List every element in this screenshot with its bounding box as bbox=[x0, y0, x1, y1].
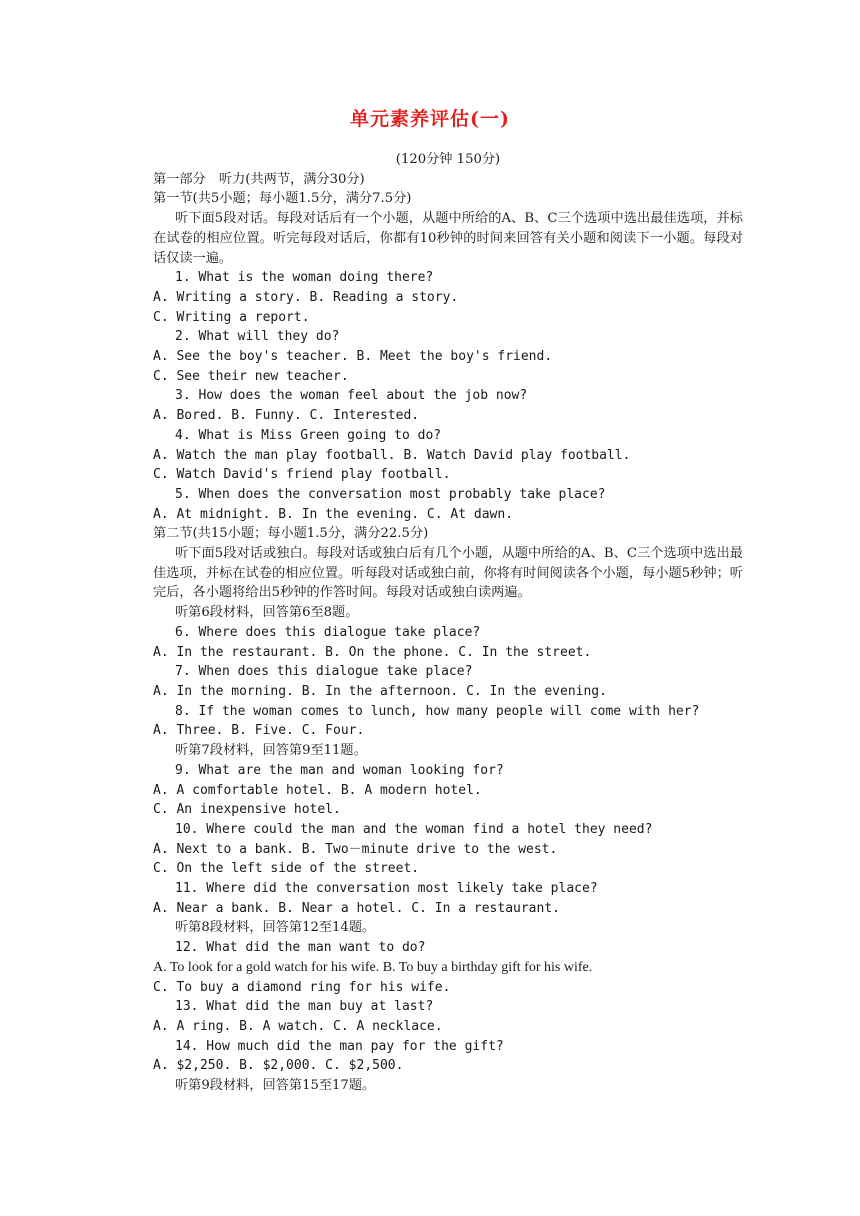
section2-instructions: 听下面5段对话或独白。每段对话或独白后有几个小题，从题中所给的A、B、C三个选项中选出最佳选项，并标在试卷的相应位置。听每段对话或独白前，你将有时间阅读各个小题，每小题5秒钟；听完后，各小题将给出5秒钟的作答时间。每段对话或独白读两遍。 bbox=[153, 546, 743, 601]
question-11-options: A. Near a bank. B. Near a hotel. C. In a restaurant. bbox=[153, 900, 560, 916]
question-2: 2. What will they do? bbox=[175, 329, 340, 345]
question-9: 9. What are the man and woman looking for? bbox=[175, 762, 504, 778]
question-10-options-ab: A. Next to a bank. B. Two－minute drive to the west. bbox=[153, 841, 558, 857]
question-2-option-c: C. See their new teacher. bbox=[153, 368, 349, 384]
part1-heading: 第一部分 听力(共两节，满分30分) bbox=[153, 171, 365, 187]
question-5: 5. When does the conversation most probably take place? bbox=[175, 486, 606, 502]
question-6-options: A. In the restaurant. B. On the phone. C. In the street. bbox=[153, 644, 592, 660]
page-title: 单元素养评估(一) bbox=[350, 108, 510, 130]
question-1: 1. What is the woman doing there? bbox=[175, 270, 434, 286]
material-9-heading: 听第9段材料，回答第15至17题。 bbox=[175, 1078, 376, 1094]
question-12-option-c: C. To buy a diamond ring for his wife. bbox=[153, 979, 451, 995]
question-4-option-c: C. Watch David's friend play football. bbox=[153, 467, 451, 483]
question-6: 6. Where does this dialogue take place? bbox=[175, 624, 481, 640]
material-6-heading: 听第6段材料，回答第6至8题。 bbox=[175, 605, 359, 621]
section1-instructions: 听下面5段对话。每段对话后有一个小题，从题中所给的A、B、C三个选项中选出最佳选项，并标在试卷的相应位置。听完每段对话后，你都有10秒钟的时间来回答有关小题和阅读下一小题。每段对话仅读一遍。 bbox=[153, 211, 743, 266]
question-13-options: A. A ring. B. A watch. C. A necklace. bbox=[153, 1018, 443, 1034]
question-3-options: A. Bored. B. Funny. C. Interested. bbox=[153, 408, 420, 424]
section2-heading: 第二节(共15小题；每小题1.5分，满分22.5分) bbox=[153, 526, 429, 542]
question-4: 4. What is Miss Green going to do? bbox=[175, 427, 442, 443]
question-11: 11. Where did the conversation most likely take place? bbox=[175, 881, 598, 897]
question-13: 13. What did the man buy at last? bbox=[175, 999, 434, 1015]
document-body bbox=[153, 150, 743, 1096]
question-1-option-c: C. Writing a report. bbox=[153, 309, 310, 325]
question-7-options: A. In the morning. B. In the afternoon. C. In the evening. bbox=[153, 683, 607, 699]
question-5-options: A. At midnight. B. In the evening. C. At dawn. bbox=[153, 506, 514, 522]
question-3: 3. How does the woman feel about the job now? bbox=[175, 388, 528, 404]
question-12: 12. What did the man want to do? bbox=[175, 940, 426, 956]
question-14-options: A. $2,250. B. $2,000. C. $2,500. bbox=[153, 1058, 404, 1074]
material-7-heading: 听第7段材料，回答第9至11题。 bbox=[175, 743, 367, 759]
question-9-options-ab: A. A comfortable hotel. B. A modern hotel. bbox=[153, 782, 482, 798]
question-9-option-c: C. An inexpensive hotel. bbox=[153, 802, 341, 818]
time-score: (120分钟 150分) bbox=[395, 152, 501, 167]
question-10-option-c: C. On the left side of the street. bbox=[153, 861, 420, 877]
question-2-options-ab: A. See the boy's teacher. B. Meet the boy's friend. bbox=[153, 349, 553, 365]
question-7: 7. When does this dialogue take place? bbox=[175, 664, 473, 680]
section1-heading: 第一节(共5小题；每小题1.5分，满分7.5分) bbox=[153, 191, 412, 207]
material-8-heading: 听第8段材料，回答第12至14题。 bbox=[175, 920, 376, 936]
question-10: 10. Where could the man and the woman find a hotel they need? bbox=[175, 821, 653, 837]
question-8-options: A. Three. B. Five. C. Four. bbox=[153, 723, 365, 739]
question-4-options-ab: A. Watch the man play football. B. Watch David play football. bbox=[153, 447, 631, 463]
question-12-options-ab: A. To look for a gold watch for his wife. B. To buy a birthday gift for his wife. bbox=[153, 959, 593, 975]
question-8: 8. If the woman comes to lunch, how many people will come with her? bbox=[175, 703, 700, 719]
question-1-options-ab: A. Writing a story. B. Reading a story. bbox=[153, 289, 459, 305]
question-14: 14. How much did the man pay for the gift? bbox=[175, 1038, 504, 1054]
